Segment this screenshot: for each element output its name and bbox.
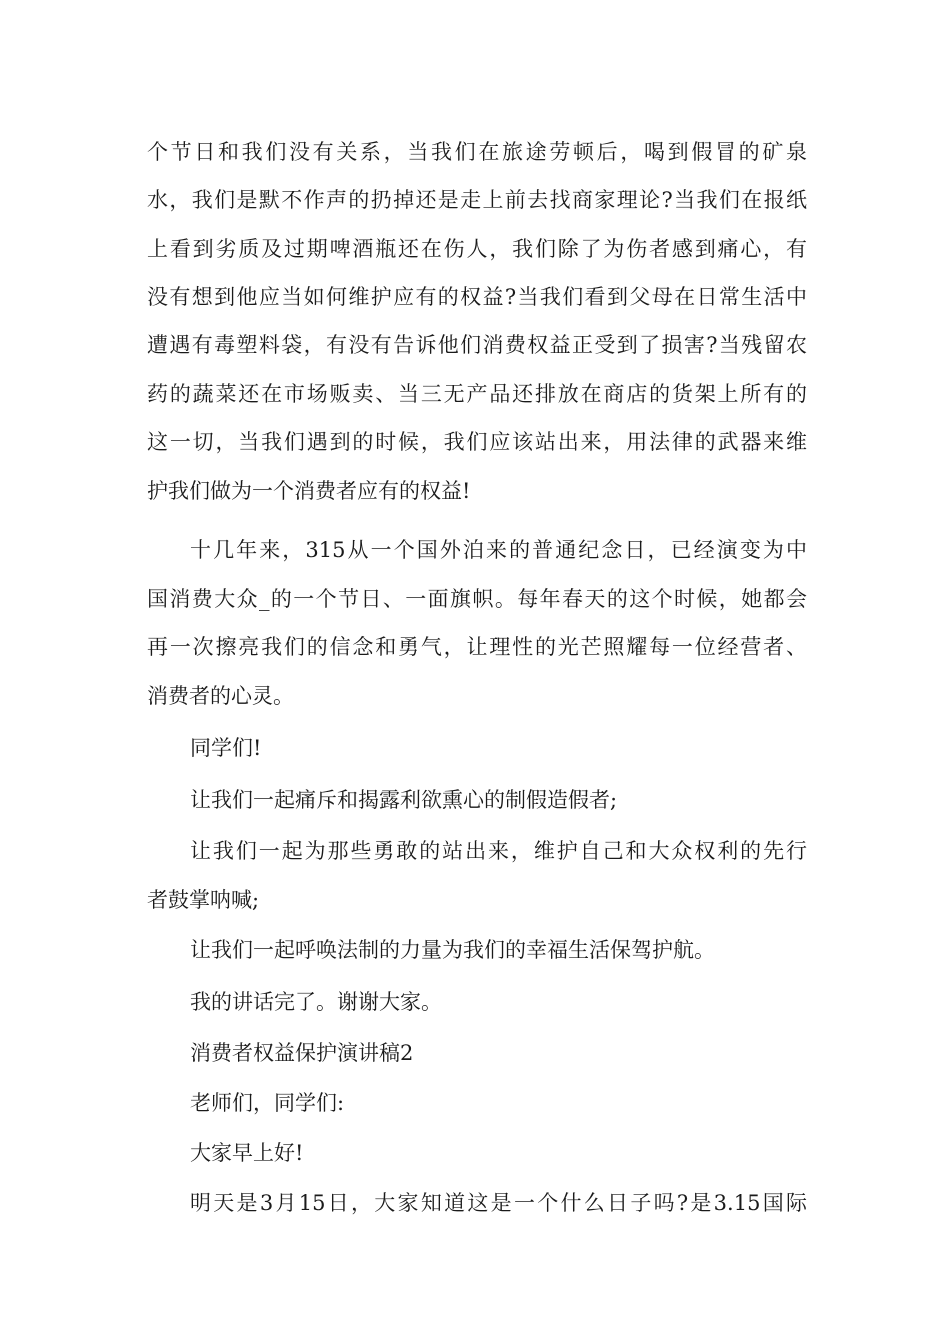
text-line: 国消费大众_的一个节日、一面旗帜。每年春天的这个时候，她都会	[147, 587, 807, 611]
text-line: 我的讲话完了。谢谢大家。	[190, 990, 442, 1014]
text-line: 遭遇有毒塑料袋，有没有告诉他们消费权益正受到了损害?当残留农	[147, 333, 807, 357]
text-line: 水，我们是默不作声的扔掉还是走上前去找商家理论?当我们在报纸	[147, 188, 807, 212]
paragraph-first-line: 十几年来，315从一个国外泊来的普通纪念日，已经演变为中	[190, 538, 807, 562]
text-line: 让我们一起呼唤法制的力量为我们的幸福生活保驾护航。	[190, 938, 715, 962]
paragraph-first-line: 让我们一起为那些勇敢的站出来，维护自己和大众权利的先行	[190, 839, 807, 863]
text-line: 消费者的心灵。	[147, 684, 294, 708]
text-line: 同学们!	[190, 736, 262, 760]
text-line: 药的蔬菜还在市场贩卖、当三无产品还排放在商店的货架上所有的	[147, 382, 807, 406]
salutation: 老师们，同学们:	[190, 1091, 345, 1115]
text-line: 让我们一起痛斥和揭露利欲熏心的制假造假者;	[190, 788, 618, 812]
text-line: 这一切，当我们遇到的时候，我们应该站出来，用法律的武器来维	[147, 430, 807, 454]
text-line: 个节日和我们没有关系，当我们在旅途劳顿后，喝到假冒的矿泉	[147, 140, 807, 164]
paragraph-first-line: 明天是3月15日，大家知道这是一个什么日子吗?是3.15国际	[190, 1191, 807, 1215]
greeting: 大家早上好!	[190, 1141, 304, 1165]
text-line: 护我们做为一个消费者应有的权益!	[147, 479, 471, 503]
text-line: 上看到劣质及过期啤酒瓶还在伤人，我们除了为伤者感到痛心，有	[147, 237, 807, 261]
section-heading: 消费者权益保护演讲稿2	[190, 1041, 414, 1065]
text-line: 再一次擦亮我们的信念和勇气，让理性的光芒照耀每一位经营者、	[147, 635, 807, 659]
text-line: 没有想到他应当如何维护应有的权益?当我们看到父母在日常生活中	[147, 285, 807, 309]
text-line: 者鼓掌呐喊;	[147, 888, 260, 912]
